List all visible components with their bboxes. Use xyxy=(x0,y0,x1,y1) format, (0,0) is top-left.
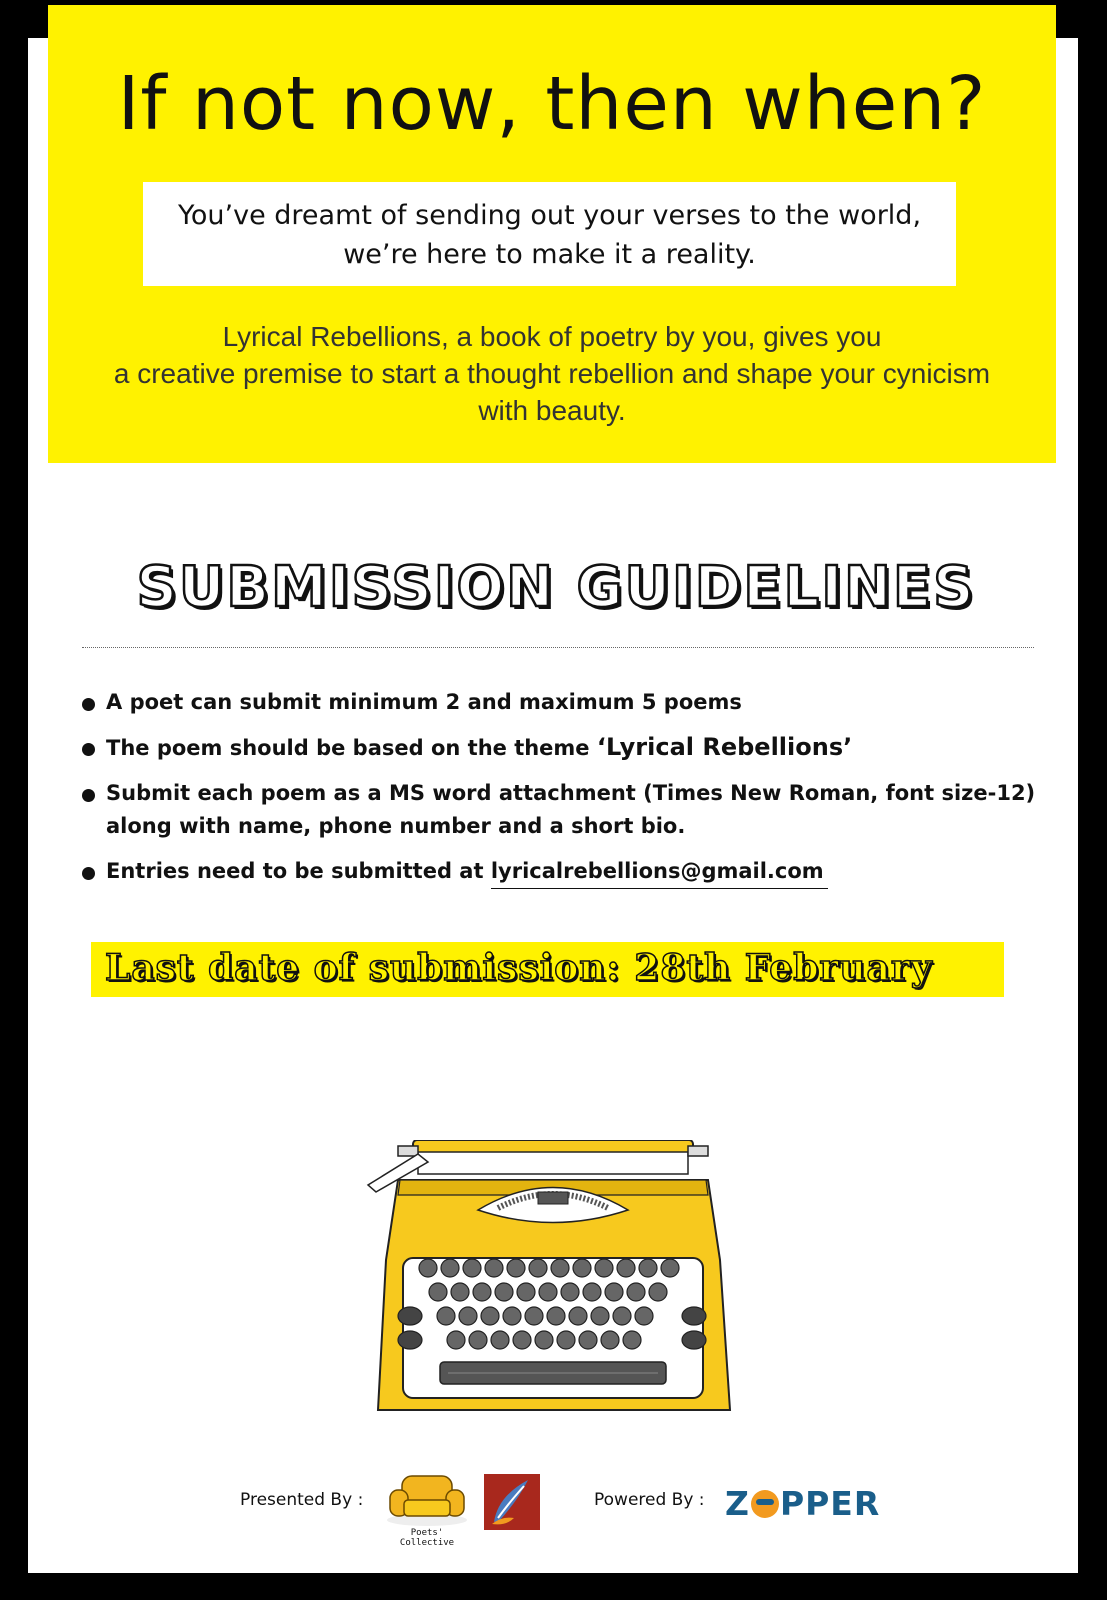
zopper-logo xyxy=(725,1484,880,1523)
guideline-item xyxy=(82,777,1042,843)
tagline-line: You’ve dreamt of sending out your verses to the world, xyxy=(177,200,922,231)
blurb-line: Lyrical Rebellions, a book of poetry by you, gives you xyxy=(222,321,882,352)
submission-email[interactable]: lyricalrebellions@gmail.com xyxy=(491,855,828,889)
guideline-item xyxy=(82,731,1042,765)
tagline-box xyxy=(143,182,956,286)
powered-by-label: Powered By : xyxy=(594,1490,705,1510)
theme-name: ‘Lyrical Rebellions’ xyxy=(596,733,853,761)
quill-icon xyxy=(484,1474,540,1530)
footer xyxy=(0,1470,1107,1550)
blurb-line: a creative premise to start a thought rebellion and shape your cynicism xyxy=(113,358,991,389)
deadline-banner xyxy=(91,942,1004,997)
bullet-icon xyxy=(82,789,95,802)
bullet-icon xyxy=(82,698,95,711)
guideline-item xyxy=(82,686,1042,719)
guideline-item xyxy=(82,855,1042,889)
tagline xyxy=(143,182,956,274)
dotted-divider xyxy=(82,647,1034,648)
guideline-text: A poet can submit minimum 2 and maximum 5 poems xyxy=(106,690,742,714)
typewriter-illustration xyxy=(358,1140,748,1440)
poets-collective-logo xyxy=(382,1472,472,1548)
tagline-line: we’re here to make it a reality. xyxy=(343,239,756,270)
headline: If not now, then when? xyxy=(117,61,987,147)
poets-collective-text: Poets' Collective xyxy=(399,1528,455,1548)
bullet-icon xyxy=(82,743,95,756)
zopper-logo-text-start: Z xyxy=(725,1484,750,1523)
guidelines-title: SUBMISSION GUIDELINES xyxy=(136,555,976,620)
guideline-text: The poem should be based on the theme xyxy=(106,736,597,760)
blurb xyxy=(68,318,1036,429)
zopper-face-icon xyxy=(751,1490,779,1518)
header-panel xyxy=(48,5,1056,463)
zopper-logo-text-end: PPER xyxy=(779,1484,881,1523)
guideline-text: Entries need to be submitted at xyxy=(106,859,491,883)
armchair-icon xyxy=(382,1472,472,1528)
bullet-icon xyxy=(82,867,95,880)
presented-by-label: Presented By : xyxy=(240,1490,364,1510)
deadline-text: Last date of submission: 28th February xyxy=(105,947,933,989)
blurb-line: with beauty. xyxy=(478,395,626,426)
guidelines-list xyxy=(82,686,1042,901)
guideline-text: Submit each poem as a MS word attachment (Times New Roman, font size-12) along with name, phone number and a short bio. xyxy=(106,781,1036,838)
